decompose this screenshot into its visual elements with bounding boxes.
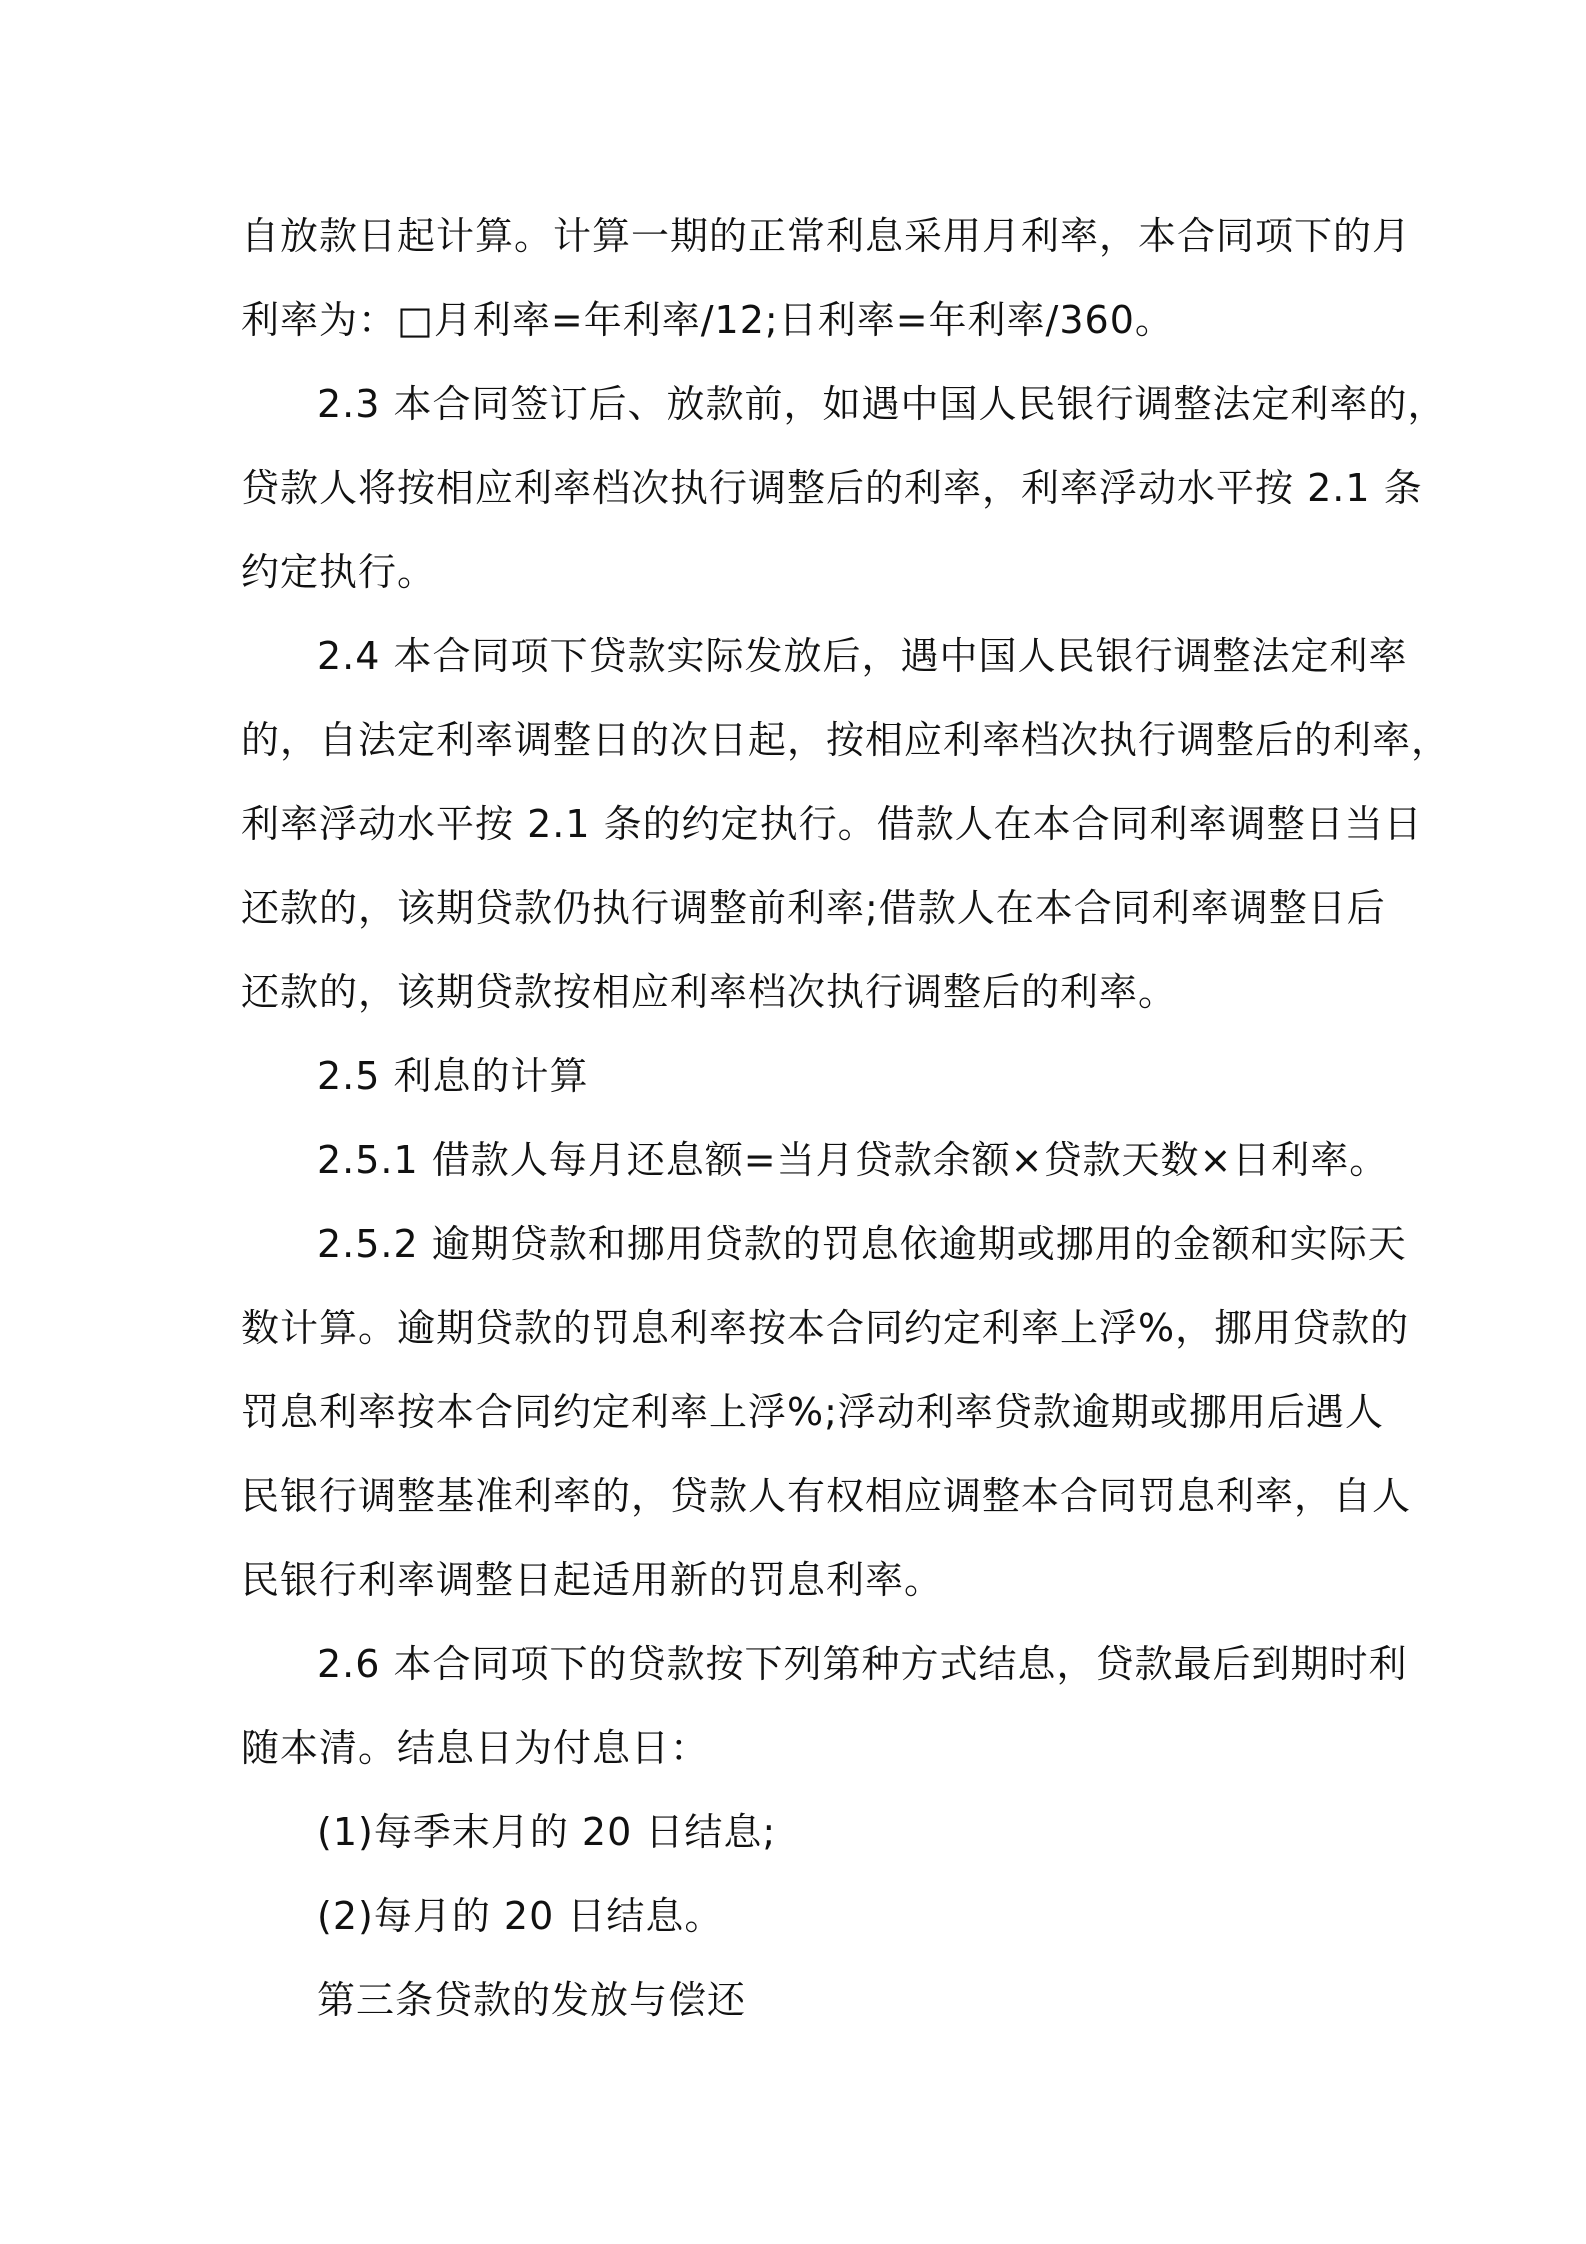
paragraph-2-4 [241, 614, 1451, 1034]
text-line: 民银行调整基准利率的，贷款人有权相应调整本合同罚息利率，自人 [241, 1474, 1412, 1518]
paragraph-option-2 [241, 1874, 1351, 1958]
text-line: 第三条贷款的发放与偿还 [317, 1978, 747, 2022]
text-line: 约定执行。 [241, 550, 437, 594]
paragraph-2-5-2 [241, 1202, 1412, 1622]
text-line: 罚息利率按本合同约定利率上浮%;浮动利率贷款逾期或挪用后遇人 [241, 1390, 1384, 1434]
paragraph-2-5-1 [241, 1118, 1389, 1202]
text-line: (2)每月的 20 日结息。 [317, 1894, 724, 1938]
text-line: 还款的，该期贷款按相应利率档次执行调整后的利率。 [241, 970, 1178, 1014]
text-line: 利率为：□月利率=年利率/12;日利率=年利率/360。 [241, 298, 1174, 342]
paragraph-option-1 [241, 1790, 1351, 1874]
document-body [241, 194, 1451, 2042]
paragraph-2-6 [241, 1622, 1408, 1790]
text-line: 2.5 利息的计算 [317, 1054, 589, 1098]
text-line: 利率浮动水平按 2.1 条的约定执行。借款人在本合同利率调整日当日 [241, 802, 1423, 846]
text-line: 数计算。逾期贷款的罚息利率按本合同约定利率上浮%，挪用贷款的 [241, 1306, 1410, 1350]
text-line: 自放款日起计算。计算一期的正常利息采用月利率，本合同项下的月 [241, 214, 1412, 258]
paragraph-2-5-heading [241, 1034, 1351, 1118]
text-line: 的，自法定利率调整日的次日起，按相应利率档次执行调整后的利率， [241, 718, 1451, 762]
text-line: 随本清。结息日为付息日： [241, 1726, 710, 1770]
paragraph-2-3 [241, 362, 1447, 614]
text-line: (1)每季末月的 20 日结息; [317, 1810, 777, 1854]
text-line: 贷款人将按相应利率档次执行调整后的利率，利率浮动水平按 2.1 条 [241, 466, 1423, 510]
paragraph-interest-calculation-start [241, 194, 1412, 362]
text-line: 2.5.1 借款人每月还息额=当月贷款余额×贷款天数×日利率。 [317, 1138, 1389, 1182]
text-line: 2.5.2 逾期贷款和挪用贷款的罚息依逾期或挪用的金额和实际天 [317, 1222, 1407, 1266]
text-line: 2.4 本合同项下贷款实际发放后，遇中国人民银行调整法定利率 [317, 634, 1408, 678]
article-3-heading [241, 1958, 1351, 2042]
text-line: 还款的，该期贷款仍执行调整前利率;借款人在本合同利率调整日后 [241, 886, 1386, 930]
text-line: 2.6 本合同项下的贷款按下列第种方式结息，贷款最后到期时利 [317, 1642, 1408, 1686]
text-line: 2.3 本合同签订后、放款前，如遇中国人民银行调整法定利率的， [317, 382, 1447, 426]
text-line: 民银行利率调整日起适用新的罚息利率。 [241, 1558, 944, 1602]
